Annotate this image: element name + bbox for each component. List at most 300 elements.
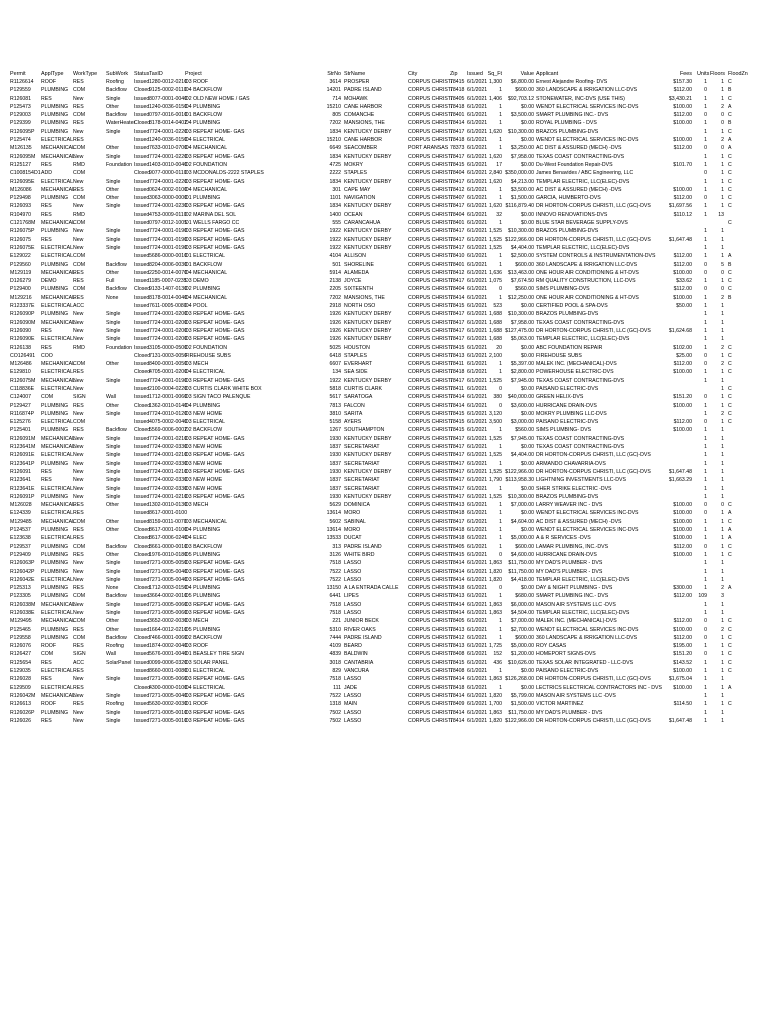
- table-cell: D3 REPEAT HOME- GAS: [185, 676, 245, 683]
- table-cell: D3 ELECTRICAL: [185, 419, 226, 426]
- table-row: [0, 501, 770, 509]
- table-cell: Issued: [134, 261, 150, 268]
- table-cell: 1: [704, 153, 707, 160]
- table-cell: MECHANICAL: [41, 692, 76, 699]
- table-cell: M126028: [10, 502, 32, 509]
- table-cell: 1,820: [489, 692, 502, 699]
- table-cell: R126095M: [10, 153, 36, 160]
- table-cell: CARANCAHUA: [344, 220, 381, 227]
- table-cell: 1: [704, 211, 707, 218]
- table-cell: D4 ELECTRICAL: [185, 137, 226, 144]
- table-cell: 1: [721, 170, 724, 177]
- table-cell: 1: [721, 186, 724, 193]
- table-cell: 1: [704, 95, 707, 102]
- table-cell: Issued: [134, 145, 150, 152]
- table-cell: ELECTRICAL: [41, 253, 73, 260]
- table-cell: 78414: [450, 568, 465, 575]
- table-cell: RES: [73, 551, 84, 558]
- table-row: [0, 277, 770, 285]
- table-cell: P129003: [10, 112, 31, 119]
- table-cell: 1400: [329, 211, 341, 218]
- table-cell: PLUMBING: [41, 634, 69, 641]
- table-row: [0, 534, 770, 542]
- table-cell: 1: [704, 692, 707, 699]
- table-cell: MECHANICAL: [41, 435, 76, 442]
- table-cell: SARITA: [344, 410, 363, 417]
- table-row: [0, 310, 770, 318]
- table-cell: Issued: [134, 253, 150, 260]
- table-cell: RES: [41, 161, 52, 168]
- table-cell: $0.00: [521, 385, 534, 392]
- table-cell: AC DIST & ASSURED (MECH) -DVS: [536, 186, 622, 193]
- table-cell: RES: [41, 468, 52, 475]
- table-cell: MANSIONS, THE: [344, 294, 385, 301]
- table-cell: D1 WELLS FARGO CC: [185, 220, 240, 227]
- table-cell: DR HORTON-CORPUS CHRISTI, LLC (GC)-DVS: [536, 452, 651, 459]
- table-cell: $4,213.00: [510, 178, 534, 185]
- table-cell: PAISANO ELECTRIC-DVS: [536, 385, 599, 392]
- table-cell: 7724-0001-0200: [149, 311, 188, 318]
- table-cell: CORPUS CHRISTI: [408, 79, 453, 85]
- table-cell: $50.00: [676, 303, 692, 310]
- table-cell: 1: [721, 676, 724, 683]
- table-cell: KENTUCKY DERBY: [344, 319, 392, 326]
- table-cell: 78408: [450, 651, 465, 658]
- table-cell: R126038E: [10, 610, 35, 616]
- table-cell: DR HORTON-CORPUS CHRISTI, LLC (GC)-DVS: [536, 717, 651, 724]
- table-cell: D3 NEW HOME: [185, 410, 223, 417]
- table-cell: 1: [721, 468, 724, 475]
- table-cell: ELECTRICAL: [41, 684, 73, 691]
- table-cell: 6/1/2021: [467, 601, 488, 608]
- table-cell: $2,700.00: [510, 626, 534, 633]
- table-cell: BRAZOS PLUMBING-DVS: [536, 128, 599, 135]
- permit-report-table: [0, 70, 770, 725]
- table-cell: SYSTEM CONTROLS & INSTRUMENTATION-DVS: [536, 253, 656, 260]
- column-header: Units: [697, 71, 710, 77]
- table-cell: 1874-0002-0040: [149, 643, 188, 650]
- table-cell: 6/1/2021: [467, 626, 488, 633]
- table-cell: $3,500.00: [510, 186, 534, 193]
- column-header: Zip: [450, 71, 458, 77]
- table-cell: 1: [721, 394, 724, 401]
- table-cell: 1,863: [489, 676, 502, 683]
- table-row: [0, 526, 770, 534]
- table-cell: 6/1/2021: [467, 95, 488, 102]
- table-cell: COMANCHE: [344, 112, 375, 119]
- table-cell: Issued: [134, 643, 150, 650]
- table-cell: CORPUS CHRISTI: [408, 543, 453, 550]
- table-cell: 1926: [329, 311, 341, 318]
- table-cell: $100.00: [673, 369, 692, 376]
- table-cell: LASSO: [344, 576, 362, 583]
- table-cell: New: [73, 568, 84, 575]
- table-cell: 78418: [450, 527, 465, 534]
- table-row: [0, 194, 770, 202]
- table-cell: 78414: [450, 709, 465, 716]
- table-cell: 6/1/2021: [467, 311, 488, 318]
- table-cell: KENTUCKY DERBY: [344, 244, 392, 251]
- table-cell: 1: [704, 327, 707, 334]
- table-cell: Issued: [134, 468, 150, 475]
- table-cell: LAMAR PLUMBING, INC.-DVS: [536, 543, 609, 550]
- table-cell: $100.00: [673, 402, 692, 409]
- table-cell: $112.00: [673, 543, 692, 550]
- table-cell: PLUMBING: [41, 593, 69, 600]
- table-cell: PLUMBING: [41, 543, 69, 550]
- table-cell: Single: [106, 485, 121, 492]
- table-cell: 78417: [450, 236, 465, 243]
- table-cell: 78404: [450, 170, 465, 177]
- table-cell: D3 NEW HOME: [185, 485, 223, 492]
- table-cell: 1: [721, 228, 724, 235]
- table-cell: PLUMBING: [41, 228, 69, 235]
- table-cell: 1: [499, 593, 502, 600]
- table-cell: Single: [106, 568, 121, 575]
- table-cell: 78417: [450, 444, 465, 451]
- table-cell: ELECTRICAL: [41, 369, 73, 376]
- table-cell: 1302-0010-0130: [149, 502, 188, 509]
- table-cell: $112.00: [673, 145, 692, 152]
- table-cell: ELECTRICAL: [41, 385, 73, 392]
- table-cell: 0: [704, 286, 707, 293]
- table-cell: D4 PLUMBING: [185, 585, 221, 592]
- table-cell: 0: [721, 269, 724, 276]
- table-cell: SIMS PLUMBING-DVS: [536, 286, 590, 293]
- table-cell: $1,500.00: [510, 195, 534, 202]
- table-row: [0, 335, 770, 343]
- table-cell: TEMPLAR ELECTRIC, LLC(ELEC)-DVS: [536, 244, 630, 251]
- table-cell: MORO: [344, 527, 361, 534]
- table-cell: CORPUS CHRISTI: [408, 336, 453, 343]
- table-cell: 0: [704, 170, 707, 177]
- table-cell: PLUMBING: [41, 120, 69, 127]
- table-row: [0, 601, 770, 609]
- table-cell: Issued: [134, 336, 150, 343]
- table-cell: CORPUS CHRISTI: [408, 593, 453, 600]
- table-cell: R126613: [10, 701, 32, 708]
- table-cell: $100.00: [673, 269, 692, 276]
- table-cell: $1,697.56: [668, 203, 692, 210]
- table-cell: COM: [73, 195, 86, 202]
- table-cell: 78414: [450, 560, 465, 567]
- table-cell: KENTUCKY DERBY: [344, 203, 392, 210]
- table-cell: 1: [721, 460, 724, 467]
- table-cell: 6/1/2021: [467, 452, 488, 459]
- table-cell: New: [73, 153, 84, 160]
- table-cell: 1: [499, 186, 502, 193]
- table-cell: 6/1/2021: [467, 303, 488, 310]
- table-cell: 313: [332, 543, 341, 550]
- table-cell: 78417: [450, 203, 465, 210]
- table-cell: D3 REPEAT HOME- GAS: [185, 568, 245, 575]
- table-cell: 78417: [450, 228, 465, 235]
- table-cell: 6/1/2021: [467, 460, 488, 467]
- table-cell: RES: [73, 643, 84, 650]
- table-cell: PLUMBING: [41, 493, 69, 500]
- table-cell: 6/1/2021: [467, 269, 488, 276]
- table-cell: 78418: [450, 369, 465, 376]
- table-cell: D3 NEW HOME: [185, 460, 223, 467]
- table-cell: HURRICANE DRAIN-DVS: [536, 551, 597, 558]
- table-cell: New: [73, 244, 84, 251]
- table-cell: 1: [721, 303, 724, 310]
- table-cell: 1: [499, 684, 502, 691]
- table-cell: R126091: [10, 468, 32, 475]
- table-cell: 6/1/2021: [467, 527, 488, 534]
- table-cell: 1: [721, 419, 724, 426]
- table-cell: 6/1/2021: [467, 576, 488, 583]
- table-cell: MECHANICAL: [41, 153, 76, 160]
- table-cell: 6/1/2021: [467, 385, 488, 392]
- table-cell: 0797-0016-0010: [149, 112, 188, 119]
- table-cell: SECRETARIAT: [344, 485, 380, 492]
- table-cell: SolarPanel: [106, 659, 132, 666]
- table-cell: 1: [704, 684, 707, 691]
- table-cell: RES: [73, 103, 84, 110]
- table-cell: KENTUCKY DERBY: [344, 493, 392, 500]
- table-cell: ELECTRICAL: [41, 535, 73, 542]
- table-cell: 1: [704, 643, 707, 650]
- table-cell: New: [73, 601, 84, 608]
- table-cell: 1: [721, 551, 724, 558]
- table-cell: 6/1/2021: [467, 560, 488, 567]
- table-cell: 1: [704, 551, 707, 558]
- table-cell: 5629: [329, 502, 341, 509]
- table-cell: 301: [332, 186, 341, 193]
- table-cell: 78405: [450, 95, 465, 102]
- table-cell: 6607: [329, 361, 341, 368]
- table-cell: Other: [106, 502, 119, 509]
- table-cell: Issued: [134, 236, 150, 243]
- table-row: [0, 261, 770, 269]
- table-cell: CORPUS CHRISTI: [408, 535, 453, 542]
- table-cell: 1240-0036-0150: [149, 137, 188, 144]
- table-cell: 1: [721, 601, 724, 608]
- table-cell: Roofing: [106, 701, 124, 708]
- table-cell: New: [73, 560, 84, 567]
- table-cell: DUCAT: [344, 535, 362, 542]
- table-cell: $100.00: [673, 427, 692, 434]
- table-cell: 78417: [450, 311, 465, 318]
- table-row: [0, 169, 770, 177]
- table-cell: 1,688: [489, 311, 502, 318]
- table-cell: ELECTRICAL: [41, 137, 73, 144]
- table-cell: M129495: [10, 618, 32, 625]
- table-cell: 1: [721, 195, 724, 202]
- table-cell: CORPUS CHRISTI: [408, 186, 453, 193]
- table-cell: RMD: [73, 344, 85, 351]
- table-cell: R125654: [10, 659, 32, 666]
- table-cell: P129559: [10, 87, 31, 94]
- table-cell: 1: [704, 518, 707, 525]
- table-cell: CORPUS CHRISTI: [408, 153, 453, 160]
- table-cell: 1: [721, 203, 724, 210]
- table-cell: New: [73, 493, 84, 500]
- table-row: [0, 153, 770, 161]
- table-cell: D3 ROOF: [185, 79, 209, 85]
- table-cell: $1,647.48: [668, 468, 692, 475]
- table-cell: 1,620: [489, 153, 502, 160]
- table-cell: 1: [704, 294, 707, 301]
- table-cell: $5,000.00: [510, 643, 534, 650]
- table-cell: C: [728, 410, 732, 417]
- column-header: Project: [185, 71, 202, 77]
- table-cell: 78417: [450, 278, 465, 285]
- table-cell: Closed: [134, 551, 151, 558]
- table-cell: $11,750.00: [508, 709, 534, 716]
- table-cell: KENTUCKY DERBY: [344, 228, 392, 235]
- table-cell: 78415: [450, 410, 465, 417]
- table-cell: 1930: [329, 435, 341, 442]
- table-cell: DAY & NIGHT PLUMBING - DVS: [536, 585, 613, 592]
- table-cell: RES: [41, 344, 52, 351]
- table-cell: Wall: [106, 394, 116, 401]
- table-cell: Issued: [134, 593, 150, 600]
- table-cell: D3 NEW HOME: [185, 444, 223, 451]
- table-cell: MOHAWK: [344, 95, 368, 102]
- table-cell: ARMANDO CHAVARRIA-DVS: [536, 460, 606, 467]
- table-cell: Closed: [134, 170, 151, 177]
- column-header: TaxID: [149, 71, 163, 77]
- table-cell: ONE HOUR AIR CONDITIONING & HT-DVS: [536, 269, 639, 276]
- table-cell: 1: [704, 186, 707, 193]
- table-cell: Closed: [134, 427, 151, 434]
- table-cell: ACC: [73, 659, 84, 666]
- table-cell: CORPUS CHRISTI: [408, 576, 453, 583]
- table-cell: 6/1/2021: [467, 477, 488, 484]
- table-cell: MECHANICAL: [41, 361, 76, 368]
- table-cell: 6/1/2021: [467, 493, 488, 500]
- table-cell: 1834: [329, 203, 341, 210]
- table-cell: 78415: [450, 659, 465, 666]
- table-cell: New: [73, 610, 84, 616]
- table-cell: 0: [704, 195, 707, 202]
- table-cell: M129485: [10, 518, 32, 525]
- table-cell: COM: [73, 87, 86, 94]
- table-cell: 2100-0004-0220: [149, 385, 188, 392]
- table-cell: 1: [721, 493, 724, 500]
- table-cell: Closed: [134, 120, 151, 127]
- table-cell: $100.00: [673, 684, 692, 691]
- table-cell: A: [728, 527, 732, 534]
- table-cell: KENTUCKY DERBY: [344, 327, 392, 334]
- table-cell: Issued: [134, 709, 150, 716]
- table-cell: 1: [499, 626, 502, 633]
- table-cell: $127,475.00: [505, 327, 534, 334]
- table-cell: 1712-0001-0060: [149, 394, 188, 401]
- table-cell: 78417: [450, 128, 465, 135]
- table-cell: New: [73, 485, 84, 492]
- table-cell: 4839: [329, 651, 341, 658]
- table-cell: 1: [721, 444, 724, 451]
- table-cell: CORPUS CHRISTI: [408, 303, 453, 310]
- table-cell: Issued: [134, 344, 150, 351]
- table-cell: 9077-0000-0110: [149, 170, 187, 177]
- table-cell: 1,863: [489, 601, 502, 608]
- table-cell: 4705-0001-0200: [149, 369, 188, 376]
- table-cell: 1,620: [489, 178, 502, 185]
- table-cell: R123641E: [10, 485, 35, 492]
- table-cell: 1: [721, 659, 724, 666]
- table-cell: Issued: [134, 377, 150, 384]
- table-cell: 2918: [329, 303, 341, 310]
- table-row: [0, 86, 770, 94]
- table-cell: RES: [73, 269, 84, 276]
- table-cell: WENDT ELECTRICAL SERVICES INC-DVS: [536, 510, 639, 517]
- table-cell: KENTUCKY DERBY: [344, 435, 392, 442]
- table-cell: LASSO: [344, 601, 362, 608]
- table-cell: COM: [73, 145, 86, 152]
- table-cell: Backflow: [106, 593, 127, 600]
- table-cell: 2: [721, 626, 724, 633]
- table-cell: Other: [106, 186, 119, 193]
- table-cell: 6/1/2021: [467, 709, 488, 716]
- table-cell: Issued: [134, 568, 150, 575]
- table-cell: TEXAS COAST CONTRACTING-DVS: [536, 153, 625, 160]
- table-cell: 6/1/2021: [467, 684, 488, 691]
- table-cell: 7611-0005-0080: [149, 303, 187, 310]
- table-row: [0, 161, 770, 169]
- table-cell: Issued: [134, 137, 150, 144]
- table-cell: 1: [704, 402, 707, 409]
- table-cell: 6/1/2021: [467, 668, 488, 675]
- table-cell: 6/1/2021: [467, 137, 488, 144]
- table-cell: E124339: [10, 510, 31, 517]
- table-cell: 1: [704, 435, 707, 442]
- table-cell: 1: [499, 253, 502, 260]
- table-cell: 1: [499, 145, 502, 152]
- table-cell: Issued: [134, 294, 150, 301]
- table-cell: R126075E: [10, 244, 35, 251]
- table-cell: 1: [704, 253, 707, 260]
- table-cell: 6/1/2021: [467, 170, 488, 177]
- table-cell: 1,700: [489, 701, 502, 708]
- table-cell: 78401: [450, 220, 465, 227]
- table-cell: 1: [704, 560, 707, 567]
- table-cell: $100.00: [673, 518, 692, 525]
- table-cell: 2: [721, 344, 724, 351]
- table-cell: CORPUS CHRISTI: [408, 585, 453, 592]
- table-cell: CORPUS CHRISTI: [408, 269, 453, 276]
- table-cell: 1,863: [489, 610, 502, 616]
- table-cell: P125474: [10, 137, 31, 144]
- table-cell: PLUMBING: [41, 585, 69, 592]
- table-cell: 78408: [450, 668, 465, 675]
- table-cell: $600.00: [515, 543, 534, 550]
- table-cell: 78418: [450, 585, 465, 592]
- table-cell: Closed: [134, 585, 151, 592]
- table-cell: TEMPLAR ELECTRIC, LLC(ELEC)-DVS: [536, 576, 630, 583]
- table-cell: D3 REPEAT HOME- GAS: [185, 468, 245, 475]
- table-cell: New: [73, 319, 84, 326]
- column-header: StrName: [344, 71, 366, 77]
- table-cell: D3 REPEAT HOME- GAS: [185, 203, 245, 210]
- table-cell: P125313: [10, 585, 31, 592]
- table-cell: 6/1/2021: [467, 145, 488, 152]
- table-cell: CORPUS CHRISTI: [408, 676, 453, 683]
- table-cell: 1,525: [489, 228, 502, 235]
- table-cell: RES: [73, 278, 84, 285]
- table-cell: R1126614: [10, 79, 34, 85]
- table-cell: D3 REPEAT HOME- GAS: [185, 236, 245, 243]
- table-cell: $143.52: [673, 659, 692, 666]
- table-cell: P129409: [10, 551, 31, 558]
- table-cell: Single: [106, 435, 121, 442]
- table-cell: R125127: [10, 161, 32, 168]
- table-cell: D3 MECH: [185, 618, 209, 625]
- table-cell: D3 REPEAT HOME- GAS: [185, 610, 245, 616]
